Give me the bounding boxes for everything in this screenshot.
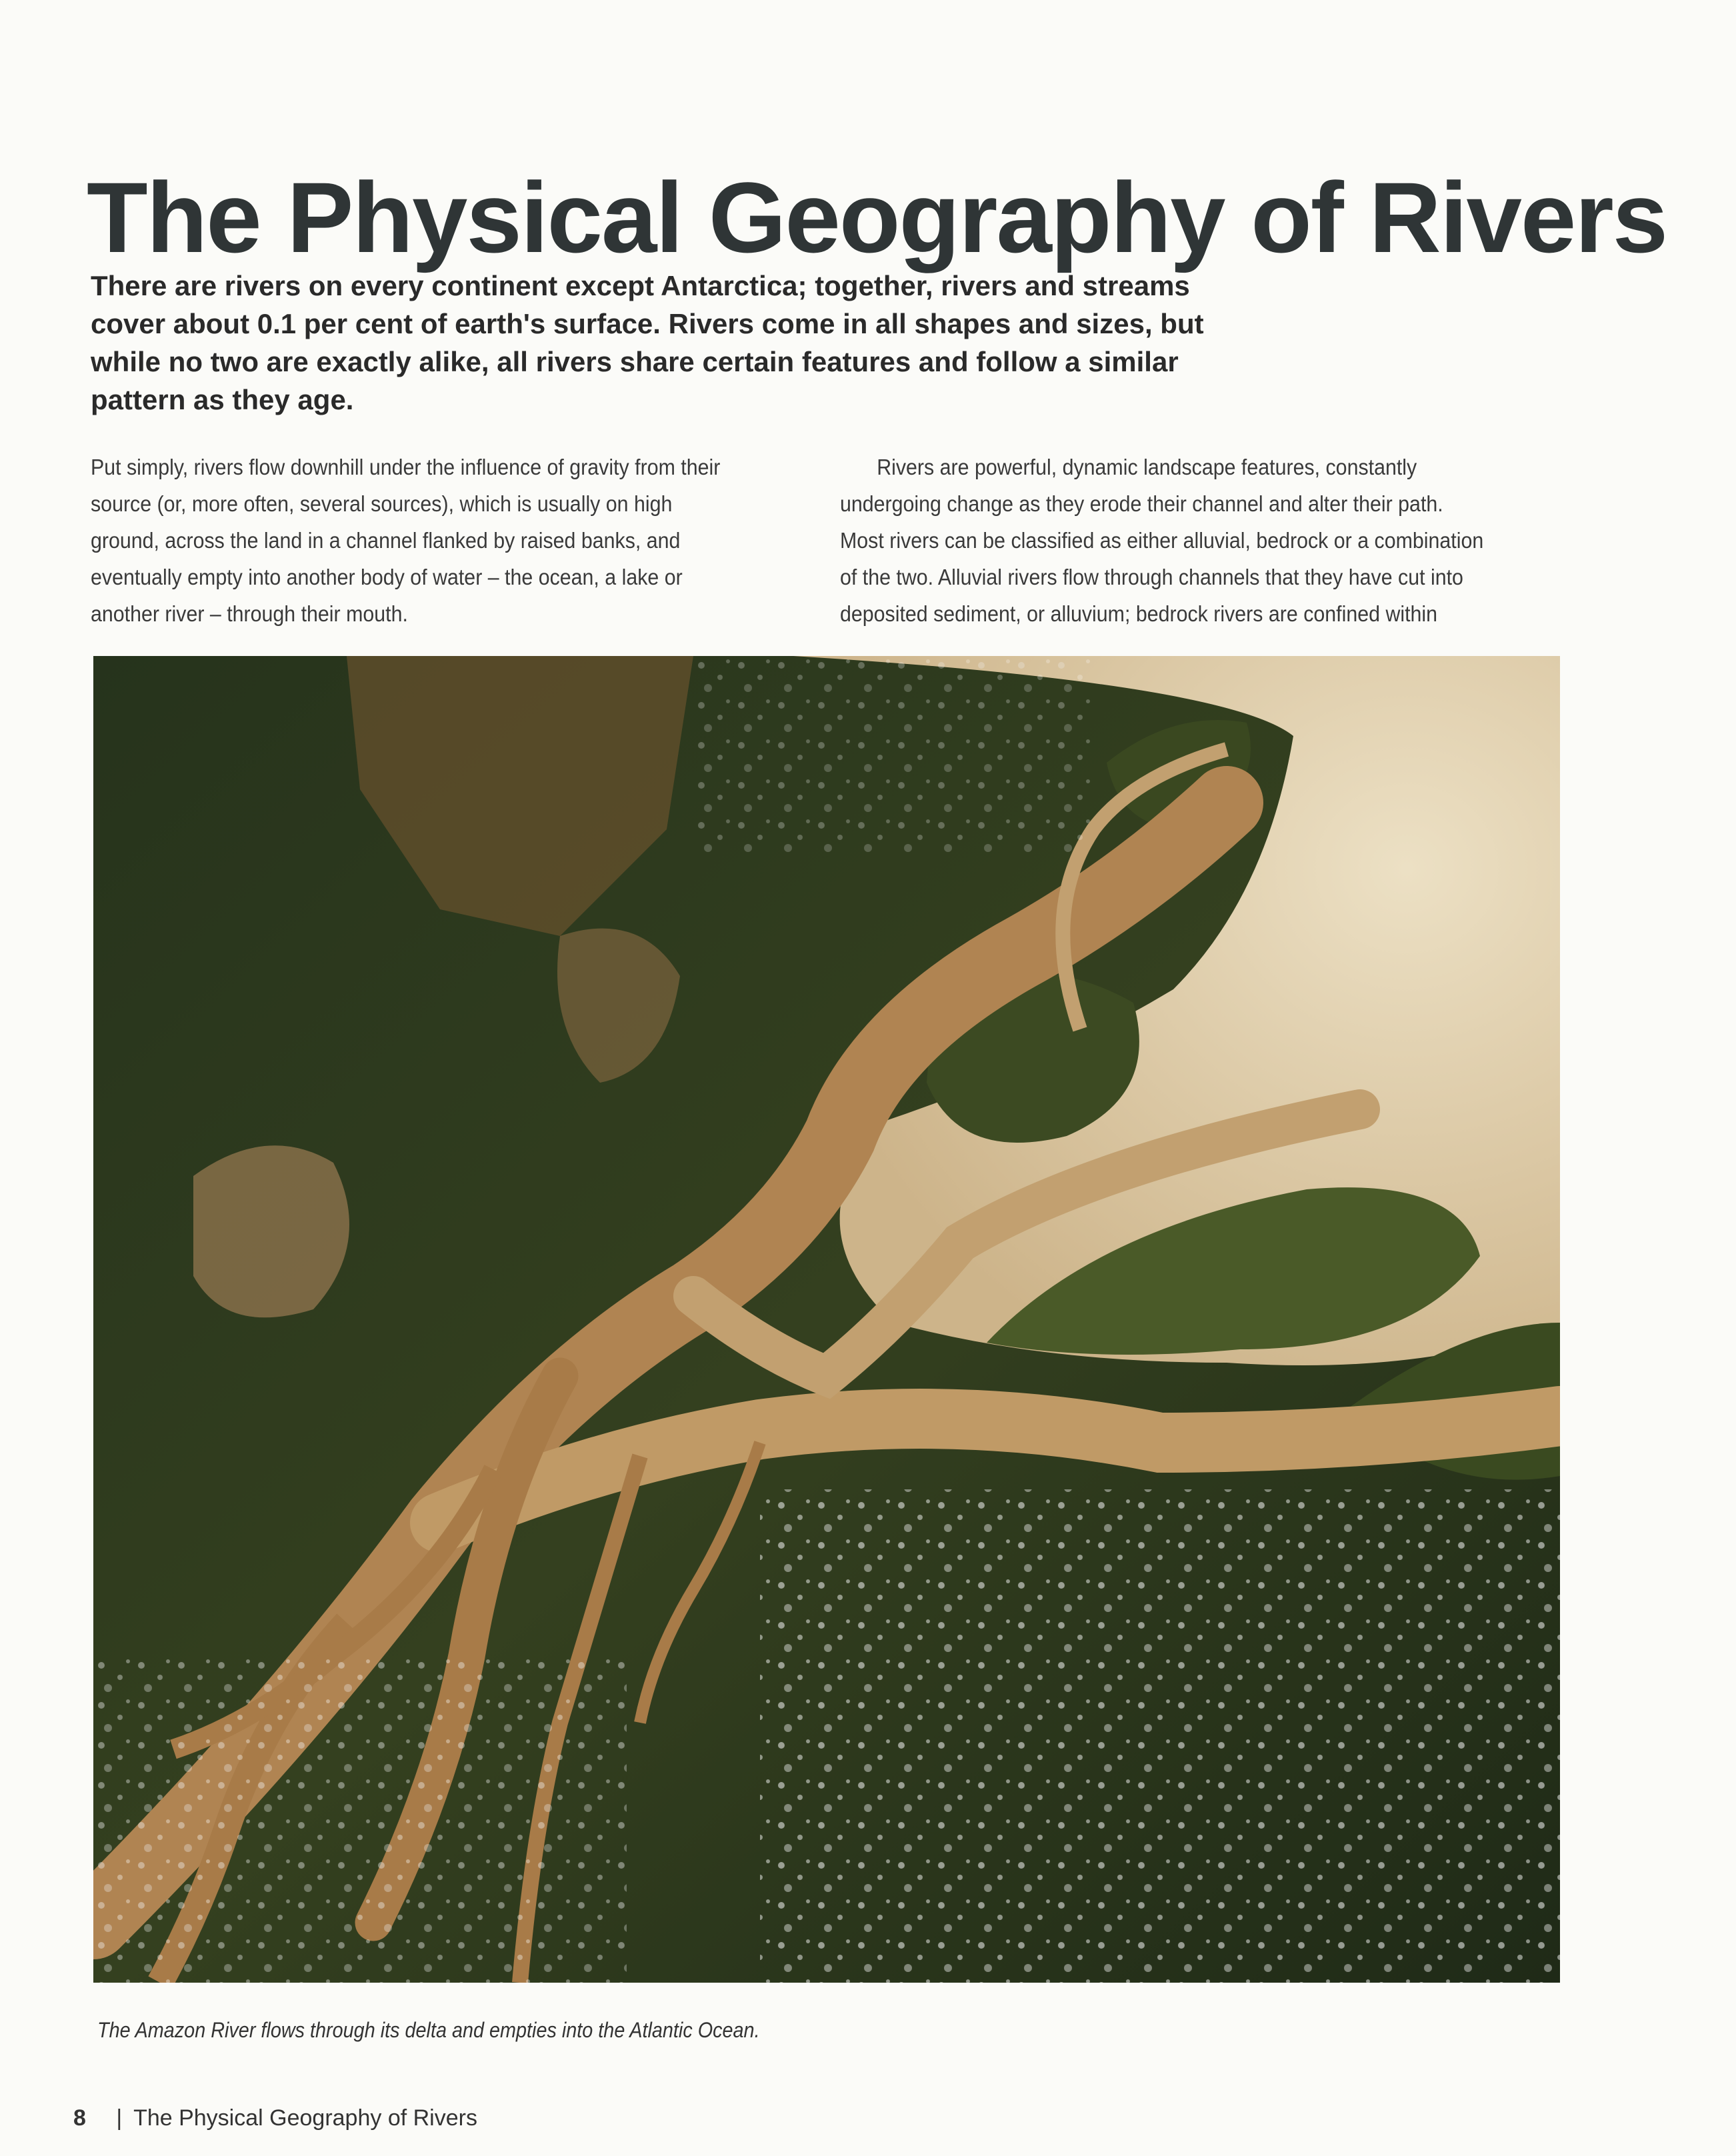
footer-section-title: The Physical Geography of Rivers (133, 2105, 477, 2131)
intro-paragraph: There are rivers on every continent except Antarctica; together, rivers and streams cover about 0.1 per cent of earth's surface. Rivers come in all shapes and sizes, but while no two are exactly alike, all rivers share certain features and follow a similar pattern as they age. (91, 270, 1204, 415)
body-column-left: Put simply, rivers flow downhill under the influence of gravity from their source (or, more often, several sources), which is usually on high ground, across the land in a channel flanked by raised banks, and eventually empty into another body of water – the ocean, a lake or another river – through their mouth. (91, 455, 721, 626)
body-column-right: Rivers are powerful, dynamic landscape features, constantly undergoing change as they erode their channel and alter their path. Most rivers can be classified as either alluvial, bedrock or a combination of the two. Alluvial rivers flow through channels that they have cut into deposited sediment, or alluvium; bedrock rivers are confined within (840, 455, 1484, 626)
page-footer (73, 2105, 477, 2131)
page-title: The Physical Geography of Rivers (87, 161, 1667, 273)
photo-caption: The Amazon River flows through its delta and empties into the Atlantic Ocean. (97, 2018, 760, 2042)
amazon-delta-photo (93, 656, 1560, 1983)
page-number: 8 (73, 2105, 86, 2131)
satellite-image (93, 656, 1560, 1983)
footer-separator: | (116, 2105, 123, 2131)
